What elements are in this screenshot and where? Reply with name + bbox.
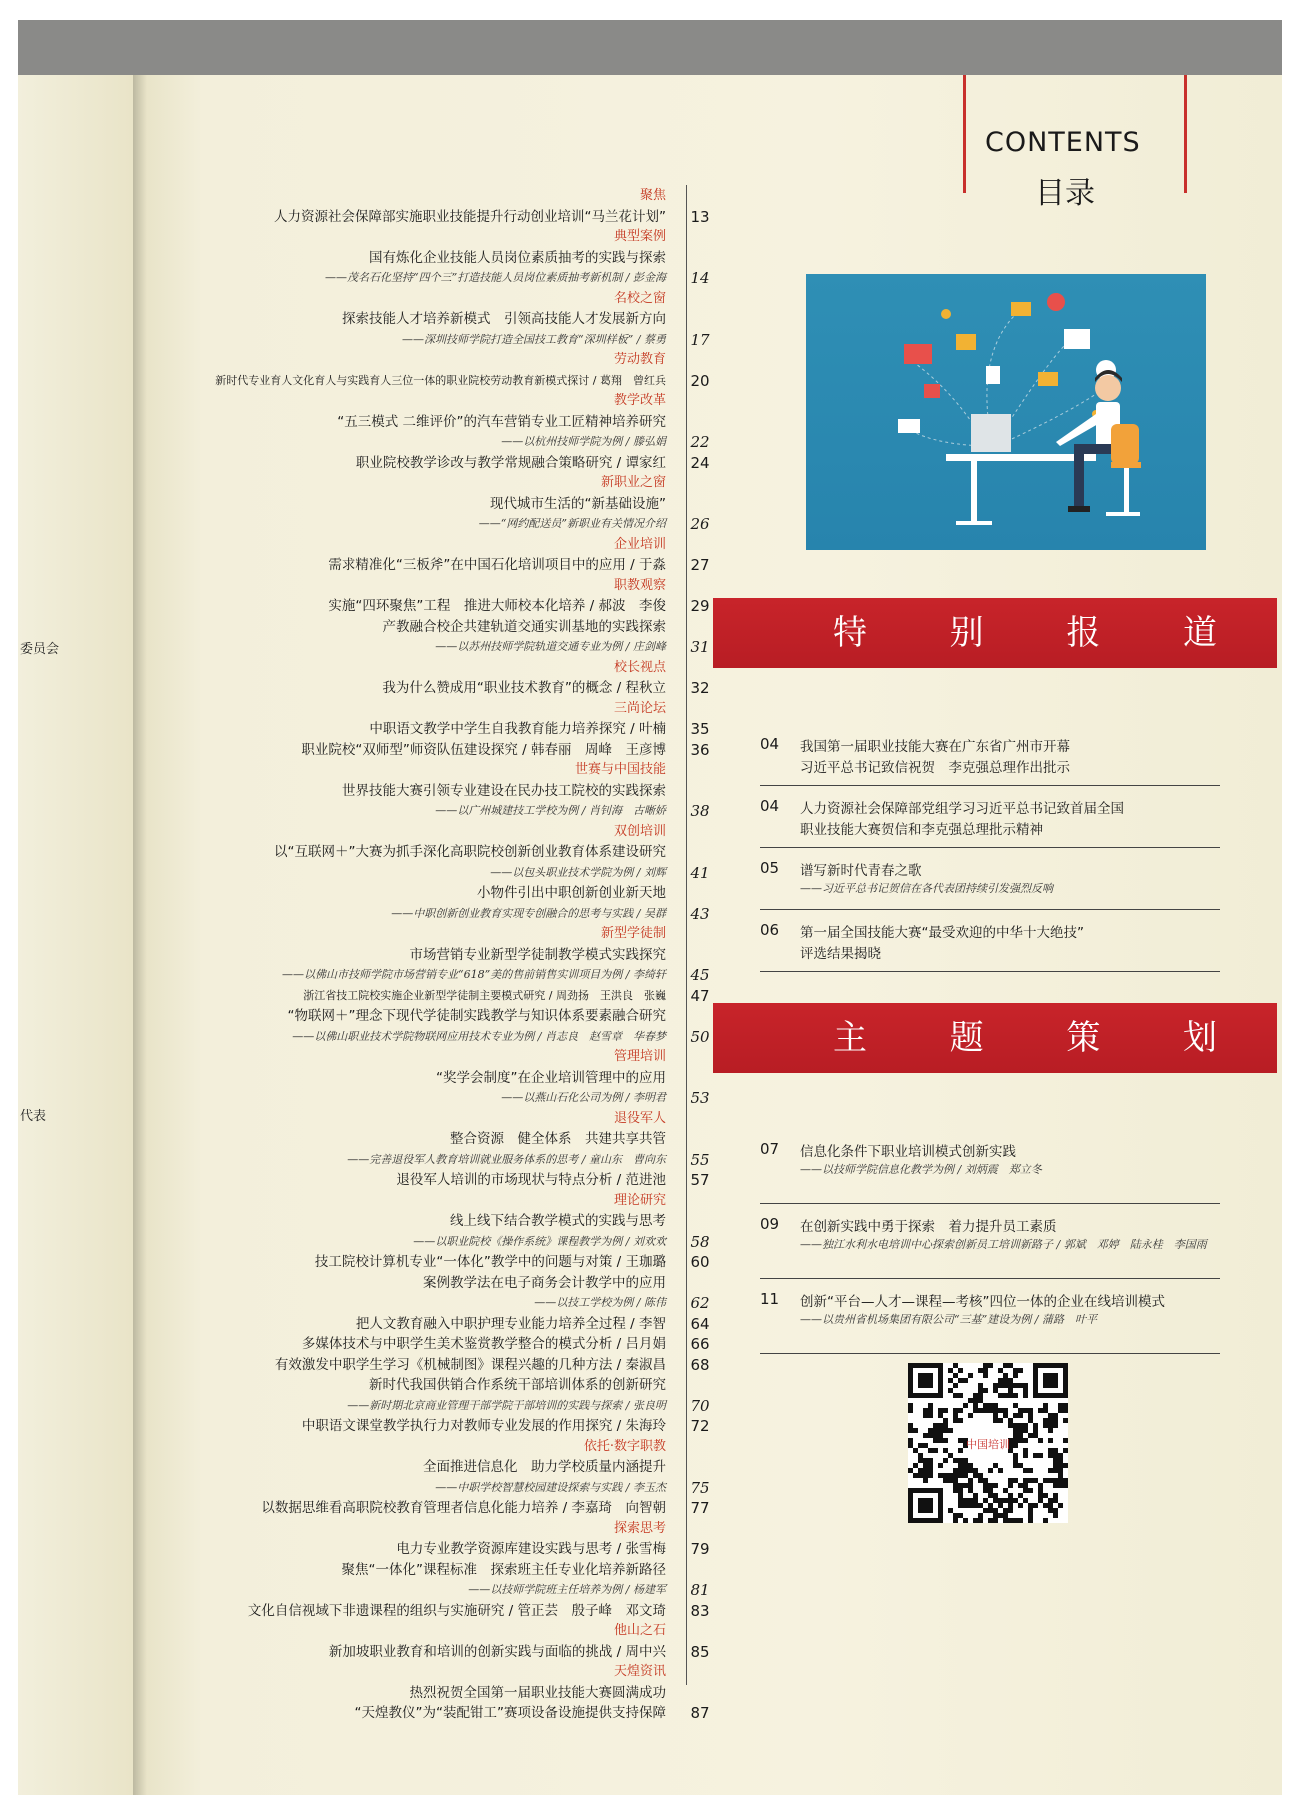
feature-subtitle: ——独江水利水电培训中心探索创新员工培训新路子 / 郭斌 邓婷 陆永桂 李国雨 xyxy=(800,1238,1207,1251)
banner-char: 题 xyxy=(949,1018,984,1058)
toc-section-label xyxy=(150,1047,670,1068)
toc-text: ——以技师学院班主任培养为例 / 杨建军 xyxy=(468,1583,666,1596)
feature-title: 评选结果揭晓 xyxy=(800,946,881,962)
item-rule xyxy=(760,909,1220,910)
toc-page-number: 20 xyxy=(690,371,710,390)
toc-entry xyxy=(150,596,710,617)
toc-page-number: 58 xyxy=(690,1232,710,1251)
item-rule xyxy=(760,847,1220,848)
toc-page-number: 32 xyxy=(690,679,710,697)
qr-code xyxy=(908,1363,1068,1523)
toc-text: 退役军人培训的市场现状与特点分析 / 范进池 xyxy=(396,1172,666,1188)
special-report-banner xyxy=(713,598,1277,668)
toc-text: 聚焦“一体化”课程标准 探索班主任专业化培养新路径 xyxy=(341,1561,666,1578)
toc-text: 案例教学法在电子商务会计教学中的应用 xyxy=(423,1274,666,1291)
toc-subtitle xyxy=(150,637,710,658)
feature-title: 谱写新时代青春之歌 xyxy=(800,863,922,879)
toc-text: ——以佛山市技师学院市场营销专业“618”美的售前销售实训项目为例 / 李绮轩 xyxy=(282,968,666,981)
toc-text: 新职业之窗 xyxy=(600,475,666,490)
toc-entry xyxy=(150,309,670,330)
toc-page-number: 43 xyxy=(690,904,710,923)
toc-entry xyxy=(150,555,710,576)
toc-text: 新时代专业育人文化育人与实践育人三位一体的职业院校劳动教育新模式探讨 / 葛翔 曾红兵 xyxy=(215,373,666,387)
toc-entry xyxy=(150,453,710,474)
toc-text: 我为什么赞成用“职业技术教育”的概念 / 程秋立 xyxy=(382,680,666,696)
toc-entry xyxy=(150,1539,710,1560)
toc-section-label xyxy=(150,535,670,556)
page-gutter-shadow xyxy=(133,75,147,1795)
toc-text: 现代城市生活的“新基础设施” xyxy=(490,495,666,512)
toc-text: ——以苏州技师学院轨道交通专业为例 / 庄剑峰 xyxy=(435,640,666,653)
toc-entry xyxy=(150,1211,670,1232)
toc-section-label xyxy=(150,1109,670,1130)
toc-text: ——中职创新创业教育实现专创融合的思考与实践 / 吴群 xyxy=(391,906,666,920)
toc-text: 职教观察 xyxy=(613,577,666,593)
toc-entry xyxy=(150,1252,710,1273)
toc-text: 理论研究 xyxy=(613,1192,666,1208)
toc-subtitle xyxy=(150,1293,710,1314)
toc-text: 世赛与中国技能 xyxy=(574,762,666,777)
toc-entry xyxy=(150,1601,710,1622)
toc-page-number: 55 xyxy=(690,1150,710,1169)
toc-page-number: 83 xyxy=(690,1601,710,1620)
toc-text: 以数据思维看高职院校教育管理者信息化能力培养 / 李嘉琦 向智朝 xyxy=(261,1500,666,1516)
toc-subtitle xyxy=(150,1478,710,1499)
person-at-desk xyxy=(946,370,1141,525)
item-rule xyxy=(760,1353,1220,1354)
toc-entry xyxy=(150,1314,710,1335)
feature-page-number: 11 xyxy=(760,1290,780,1308)
toc-page-number: 85 xyxy=(690,1642,710,1661)
feature-page-number: 04 xyxy=(760,735,780,753)
banner-char: 别 xyxy=(949,613,984,653)
toc-section-label xyxy=(150,289,670,310)
toc-page-number: 50 xyxy=(690,1027,710,1046)
toc-section-label xyxy=(150,822,670,843)
toc-subtitle xyxy=(150,801,710,822)
toc-text: 聚焦 xyxy=(639,188,666,203)
toc-subtitle xyxy=(150,268,710,289)
toc-section-label xyxy=(150,1662,670,1683)
toc-text: 新时代我国供销合作系统干部培训体系的创新研究 xyxy=(369,1377,666,1393)
toc-section-label xyxy=(150,350,670,371)
toc-entry xyxy=(150,494,670,515)
feature-title: 在创新实践中勇于探索 着力提升员工素质 xyxy=(800,1219,1057,1235)
contents-heading-en: CONTENTS xyxy=(985,127,1141,158)
toc-page-number: 87 xyxy=(690,1704,710,1722)
toc-subtitle xyxy=(150,1088,710,1109)
column-divider xyxy=(686,185,687,1685)
toc-text: 技工院校计算机专业“一体化”教学中的问题与对策 / 王珈璐 xyxy=(314,1254,666,1270)
banner-char: 报 xyxy=(1066,613,1101,653)
toc-entry xyxy=(150,1642,710,1663)
toc-text: 双创培训 xyxy=(613,823,666,839)
toc-text: 典型案例 xyxy=(613,229,666,244)
toc-entry xyxy=(150,740,710,761)
toc-entry xyxy=(150,1375,670,1396)
toc-section-label xyxy=(150,186,670,207)
toc-entry xyxy=(150,1560,670,1581)
floating-icons xyxy=(898,293,1116,433)
toc-page-number: 45 xyxy=(690,966,710,984)
toc-text: 管理培训 xyxy=(613,1049,666,1064)
toc-entry xyxy=(150,1355,710,1376)
qr-center-logo: 中国培训 xyxy=(966,1438,1010,1451)
toc-text: 多媒体技术与中职学生美术鉴赏教学整合的模式分析 / 吕月娟 xyxy=(301,1336,666,1352)
toc-page-number: 35 xyxy=(690,720,710,738)
toc-page-number: 38 xyxy=(690,802,710,820)
toc-section-label xyxy=(150,473,670,494)
toc-entry xyxy=(150,678,710,699)
toc-text: 人力资源社会保障部实施职业技能提升行动创业培训“马兰花计划” xyxy=(274,208,666,225)
toc-text: 职业院校“双师型”师资队伍建设探究 / 韩春丽 周峰 王彦博 xyxy=(301,741,666,758)
toc-text: 浙江省技工院校实施企业新型学徒制主要模式研究 / 周劲扬 王洪良 张巍 xyxy=(303,988,666,1002)
toc-text: 中职语文课堂教学执行力对教师专业发展的作用探究 / 朱海玲 xyxy=(301,1418,666,1434)
toc-text: “奖学会制度”在企业培训管理中的应用 xyxy=(436,1069,666,1086)
toc-text: ——中职学校智慧校园建设探索与实践 / 李玉杰 xyxy=(435,1480,666,1494)
toc-entry xyxy=(150,986,710,1007)
toc-section-label xyxy=(150,760,670,781)
toc-entry xyxy=(150,1006,670,1027)
toc-text: 探索思考 xyxy=(613,1520,666,1536)
toc-entry xyxy=(150,719,710,740)
toc-entry xyxy=(150,248,670,269)
toc-text: 需求精准化“三板斧”在中国石化培训项目中的应用 / 于淼 xyxy=(328,557,666,573)
toc-section-label xyxy=(150,576,670,597)
toc-page-number: 13 xyxy=(690,207,710,226)
toc-text: “五三模式 二维评价”的汽车营销专业工匠精神培养研究 xyxy=(337,413,666,430)
toc-entry xyxy=(150,1129,670,1150)
toc-text: 新加坡职业教育和培训的创新实践与面临的挑战 / 周中兴 xyxy=(328,1643,666,1660)
theme-title xyxy=(833,1003,1217,1073)
toc-text: 电力专业教学资源库建设实践与思考 / 张雪梅 xyxy=(396,1541,666,1557)
toc-text: ——以佛山职业技术学院物联网应用技术专业为例 / 肖志良 赵雪章 华春梦 xyxy=(292,1029,666,1043)
toc-page-number: 31 xyxy=(690,638,710,656)
toc-entry xyxy=(150,1068,670,1089)
toc-subtitle xyxy=(150,863,710,884)
toc-text: 热烈祝贺全国第一届职业技能大赛圆满成功 xyxy=(409,1684,666,1701)
toc-text: 天煌资讯 xyxy=(613,1664,666,1679)
toc-section-label xyxy=(150,1191,670,1212)
toc-entry xyxy=(150,1457,670,1478)
toc-text: ——以杭州技师学院为例 / 滕弘娟 xyxy=(501,435,666,448)
toc-section-label xyxy=(150,1621,670,1642)
banner-char: 主 xyxy=(833,1018,867,1058)
toc-page-number: 66 xyxy=(690,1335,710,1353)
toc-page-number: 79 xyxy=(690,1540,710,1558)
toc-page-number: 29 xyxy=(690,597,710,615)
toc-text: 以“互联网＋”大赛为抓手深化高职院校创新创业教育体系建设研究 xyxy=(274,844,666,860)
toc-subtitle xyxy=(150,904,710,925)
toc-entry xyxy=(150,371,710,392)
toc-text: 国有炼化企业技能人员岗位素质抽考的实践与探索 xyxy=(369,249,666,266)
theme-banner xyxy=(713,1003,1277,1073)
toc-text: 探索技能人才培养新模式 引领高技能人才发展新方向 xyxy=(342,311,666,327)
toc-page-number: 22 xyxy=(690,433,710,451)
toc-text: ——以广州城建技工学校为例 / 肖钊海 古晰娇 xyxy=(435,804,666,817)
toc-page-number: 81 xyxy=(690,1581,710,1599)
toc-text: ——以职业院校《操作系统》课程教学为例 / 刘欢欢 xyxy=(413,1234,666,1248)
toc-subtitle xyxy=(150,330,710,351)
feature-subtitle: ——以技师学院信息化教学为例 / 刘炳震 郑立冬 xyxy=(800,1163,1042,1176)
left-fragment: 代表 xyxy=(20,1109,47,1124)
toc-text: 有效激发中职学生学习《机械制图》课程兴趣的几种方法 / 秦淑昌 xyxy=(274,1356,666,1373)
banner-char: 特 xyxy=(833,613,867,653)
toc-subtitle xyxy=(150,1232,710,1253)
toc-entry xyxy=(150,1334,710,1355)
toc-subtitle xyxy=(150,514,710,535)
toc-entry xyxy=(150,1683,670,1704)
toc-text: ——深圳技师学院打造全国技工教育“深圳样板” / 蔡勇 xyxy=(402,332,666,346)
toc-subtitle xyxy=(150,1150,710,1171)
toc-page-number: 75 xyxy=(690,1478,710,1497)
toc-subtitle xyxy=(150,1396,710,1417)
toc-text: 教学改革 xyxy=(613,393,666,408)
toc-text: 世界技能大赛引领专业建设在民办技工院校的实践探索 xyxy=(342,782,666,799)
toc-page-number: 14 xyxy=(690,269,710,287)
toc-text: 线上线下结合教学模式的实践与思考 xyxy=(450,1213,666,1229)
toc-text: 产教融合校企共建轨道交通实训基地的实践探索 xyxy=(382,618,666,635)
toc-page-number: 36 xyxy=(690,740,710,759)
toc-text: 文化自信视域下非遗课程的组织与实施研究 / 管正芸 殷子峰 邓文琦 xyxy=(247,1602,666,1619)
toc-section-label xyxy=(150,1437,670,1458)
feature-page-number: 06 xyxy=(760,921,780,939)
toc-subtitle xyxy=(150,432,710,453)
toc-entry xyxy=(150,1273,670,1294)
toc-text: ——“网约配送员”新职业有关情况介绍 xyxy=(478,517,666,530)
item-rule xyxy=(760,1203,1220,1204)
feature-page-number: 05 xyxy=(760,859,780,877)
toc-entry xyxy=(150,842,670,863)
illustration-svg xyxy=(806,274,1206,550)
banner-char: 道 xyxy=(1182,613,1217,653)
toc-text: ——以包头职业技术学院为例 / 刘辉 xyxy=(490,865,666,879)
toc-entry xyxy=(150,412,670,433)
toc-text: “天煌教仪”为“装配钳工”赛项设备设施提供支持保障 xyxy=(354,1705,666,1721)
toc-text: 把人文教育融入中职护理专业能力培养全过程 / 李智 xyxy=(355,1315,666,1332)
left-fragment: 委员会 xyxy=(20,642,60,657)
toc-page-number: 62 xyxy=(690,1294,710,1312)
toc-entry xyxy=(150,1416,710,1437)
toc-page-number: 68 xyxy=(690,1355,710,1374)
feature-title: 习近平总书记致信祝贺 李克强总理作出批示 xyxy=(800,760,1070,776)
toc-page-number: 24 xyxy=(690,453,710,472)
qr-pattern xyxy=(908,1363,1068,1523)
toc-section-label xyxy=(150,227,670,248)
toc-text: 整合资源 健全体系 共建共享共管 xyxy=(450,1131,666,1147)
item-rule xyxy=(760,971,1220,972)
toc-page-number: 60 xyxy=(690,1253,710,1271)
toc-entry xyxy=(150,1498,710,1519)
toc-text: ——完善退役军人教育培训就业服务体系的思考 / 童山东 曹向东 xyxy=(347,1152,666,1166)
toc-entry xyxy=(150,1170,710,1191)
toc-text: 依托·数字职教 xyxy=(583,1438,666,1454)
toc-subtitle xyxy=(150,965,710,986)
feature-title: 职业技能大赛贺信和李克强总理批示精神 xyxy=(800,822,1043,838)
feature-subtitle: ——以贵州省机场集团有限公司“三基”建设为例 / 蒲路 叶平 xyxy=(800,1313,1097,1326)
special-report-title xyxy=(833,598,1217,668)
contents-heading-zh: 目录 xyxy=(1035,176,1095,211)
feature-title: 信息化条件下职业培训模式创新实践 xyxy=(800,1144,1016,1160)
toc-section-label xyxy=(150,699,670,720)
toc-text: ——以技工学校为例 / 陈伟 xyxy=(534,1296,666,1309)
toc-entry xyxy=(150,883,670,904)
toc-page-number: 77 xyxy=(690,1499,710,1517)
toc-text: ——新时期北京商业管理干部学院干部培训的实践与探索 / 张良明 xyxy=(347,1398,666,1412)
feature-page-number: 04 xyxy=(760,797,780,815)
toc-text: 职业院校教学诊改与教学常规融合策略研究 / 谭家红 xyxy=(355,454,666,471)
toc-entry xyxy=(150,1703,710,1724)
toc-page-number: 72 xyxy=(690,1417,710,1435)
toc-subtitle xyxy=(150,1027,710,1048)
banner-char: 策 xyxy=(1066,1018,1101,1058)
toc-text: “物联网＋”理念下现代学徒制实践教学与知识体系要素融合研究 xyxy=(287,1008,666,1024)
toc-text: 三尚论坛 xyxy=(613,700,666,716)
feature-title: 人力资源社会保障部党组学习习近平总书记致首届全国 xyxy=(800,801,1124,817)
toc-text: 小物件引出中职创新创业新天地 xyxy=(477,885,666,901)
toc-entry xyxy=(150,207,710,228)
toc-text: 实施“四环聚焦”工程 推进大师校本化培养 / 郝波 李俊 xyxy=(328,598,666,614)
previous-page-edge xyxy=(18,75,133,1795)
toc-text: 新型学徒制 xyxy=(600,926,666,941)
toc-text: 企业培训 xyxy=(613,536,666,552)
banner-char: 划 xyxy=(1182,1018,1217,1058)
toc-text: ——以燕山石化公司为例 / 李明君 xyxy=(501,1091,666,1104)
toc-entry xyxy=(150,617,670,638)
item-rule xyxy=(760,1278,1220,1279)
toc-page-number: 27 xyxy=(690,556,710,574)
toc-text: 全面推进信息化 助力学校质量内涵提升 xyxy=(423,1459,666,1475)
toc-page-number: 70 xyxy=(690,1396,710,1415)
feature-page-number: 09 xyxy=(760,1215,780,1233)
toc-section-label xyxy=(150,1519,670,1540)
item-rule xyxy=(760,785,1220,786)
toc-page-number: 17 xyxy=(690,330,710,349)
toc-page-number: 57 xyxy=(690,1171,710,1189)
toc-section-label xyxy=(150,391,670,412)
toc-text: 市场营销专业新型学徒制教学模式实践探究 xyxy=(409,946,666,963)
toc-text: 劳动教育 xyxy=(613,352,666,367)
toc-page-number: 26 xyxy=(690,515,710,533)
toc-page-number: 41 xyxy=(690,863,710,882)
toc-page-number: 64 xyxy=(690,1314,710,1333)
scanner-top-bar xyxy=(18,20,1282,75)
toc-text: 他山之石 xyxy=(613,1623,666,1638)
toc-section-label xyxy=(150,658,670,679)
cover-illustration xyxy=(806,274,1206,550)
toc-section-label xyxy=(150,924,670,945)
toc-text: 名校之窗 xyxy=(613,290,666,306)
toc-text: ——茂名石化坚持“四个三”打造技能人员岗位素质抽考新机制 / 彭金海 xyxy=(325,271,666,284)
toc-page-number: 47 xyxy=(690,986,710,1005)
feature-title: 第一届全国技能大赛“最受欢迎的中华十大绝技” xyxy=(800,925,1084,941)
toc-text: 校长视点 xyxy=(613,659,666,675)
toc-page-number: 53 xyxy=(690,1089,710,1107)
toc-left-column xyxy=(150,186,710,1724)
feature-title: 我国第一届职业技能大赛在广东省广州市开幕 xyxy=(800,739,1070,755)
feature-title: 创新“平台—人才—课程—考核”四位一体的企业在线培训模式 xyxy=(800,1294,1165,1310)
toc-text: 中职语文教学中学生自我教育能力培养探究 / 叶楠 xyxy=(369,721,666,737)
toc-subtitle xyxy=(150,1580,710,1601)
feature-page-number: 07 xyxy=(760,1140,780,1158)
toc-text: 退役军人 xyxy=(613,1110,666,1126)
toc-entry xyxy=(150,945,670,966)
feature-subtitle: ——习近平总书记贺信在各代表团持续引发强烈反响 xyxy=(800,882,1053,895)
toc-entry xyxy=(150,781,670,802)
